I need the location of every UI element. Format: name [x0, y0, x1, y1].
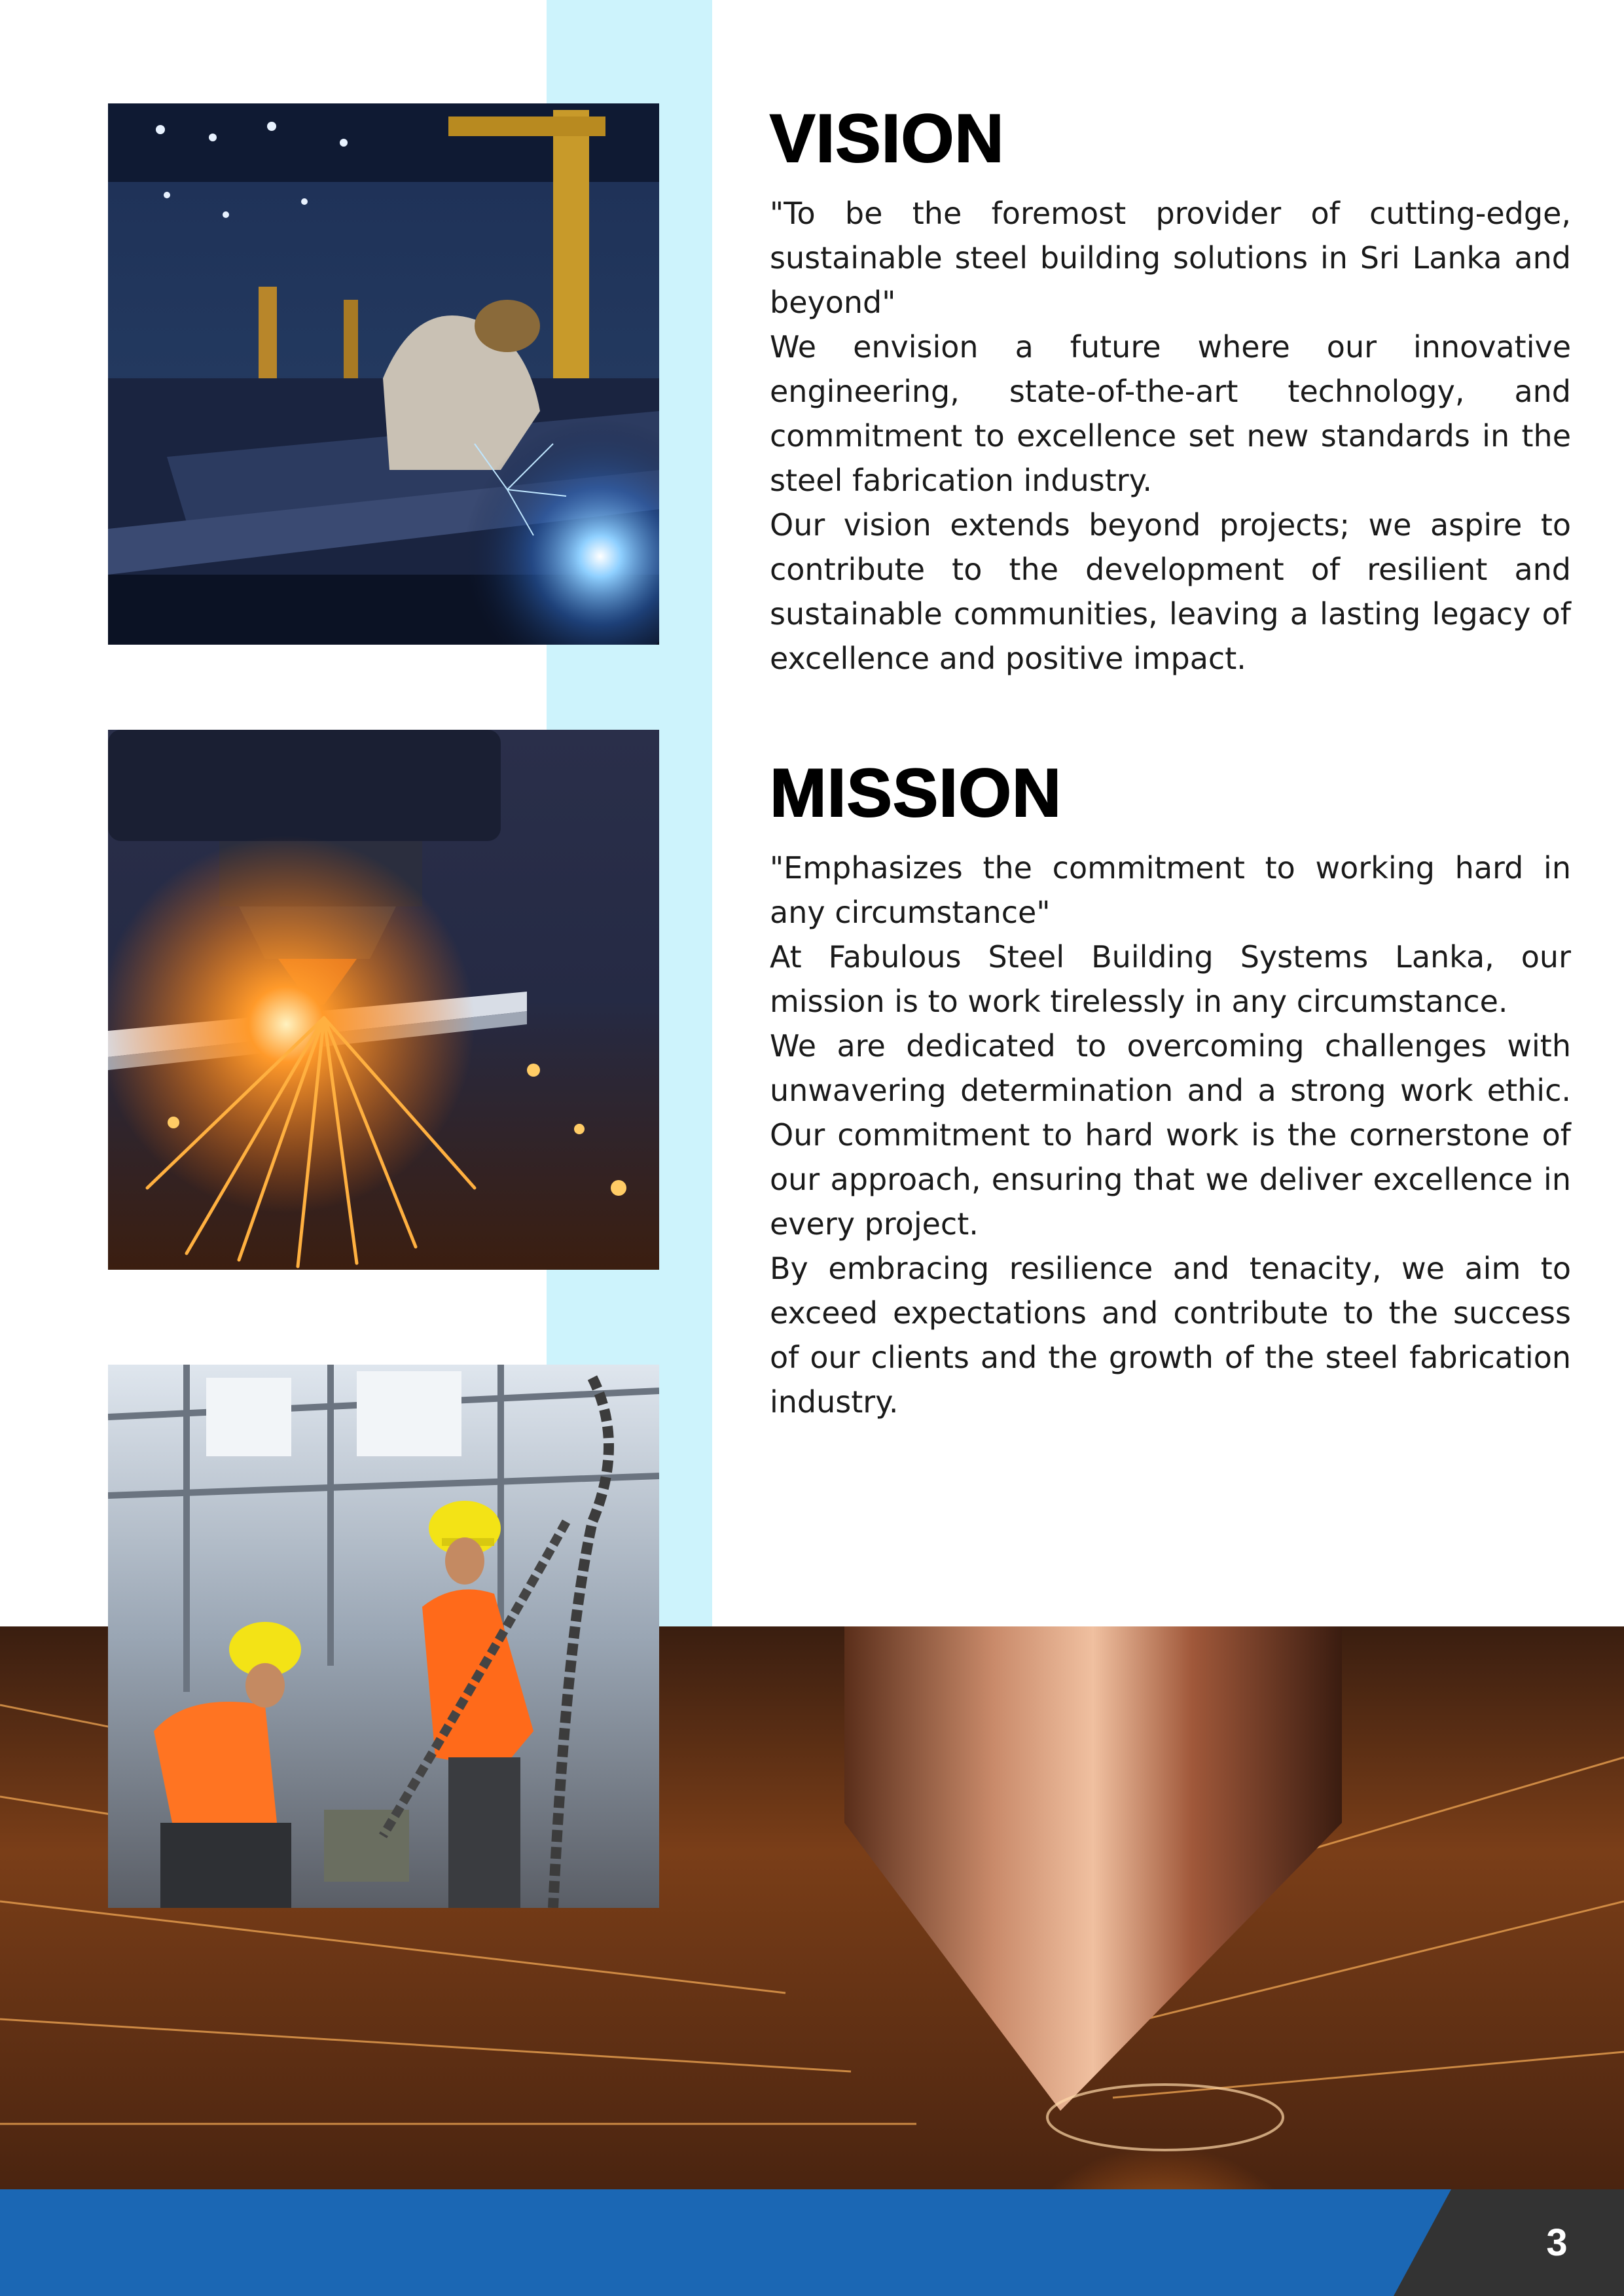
vision-heading: VISION — [770, 101, 1005, 177]
mission-heading: MISSION — [770, 755, 1062, 831]
mission-paragraph: We are dedicated to overcoming challenges with unwavering determination and a strong work ethic. Our commitment to hard work is the cornerstone of our approach, ensuring that we deliver excellence in every project. — [770, 1028, 1571, 1242]
page-footer — [0, 2189, 1624, 2296]
laser-cutting-photo — [108, 730, 659, 1270]
vision-paragraph: Our vision extends beyond projects; we aspire to contribute to the development of resilient and sustainable communities, leaving a lasting legacy of excellence and positive impact. — [770, 507, 1571, 676]
vision-section — [770, 101, 1571, 681]
mission-statement: "Emphasizes the commitment to working hard in any circumstance" — [770, 850, 1571, 930]
vision-paragraph: We envision a future where our innovative engineering, state-of-the-art technology, and commitment to excellence set new standards in the steel fabrication industry. — [770, 329, 1571, 498]
mission-paragraph: By embracing resilience and tenacity, we aim to exceed expectations and contribute to the success of our clients and the growth of the steel fabrication industry. — [770, 1251, 1571, 1420]
mission-section — [770, 755, 1571, 1424]
vision-statement: "To be the foremost provider of cutting-edge, sustainable steel building solutions in Sri Lanka and beyond" — [770, 196, 1571, 320]
welder-factory-photo — [108, 103, 659, 645]
mission-paragraph: At Fabulous Steel Building Systems Lanka, our mission is to work tirelessly in any circumstance. — [770, 939, 1571, 1019]
workers-chain-photo — [108, 1365, 659, 1908]
page-number: 3 — [1546, 2221, 1568, 2264]
